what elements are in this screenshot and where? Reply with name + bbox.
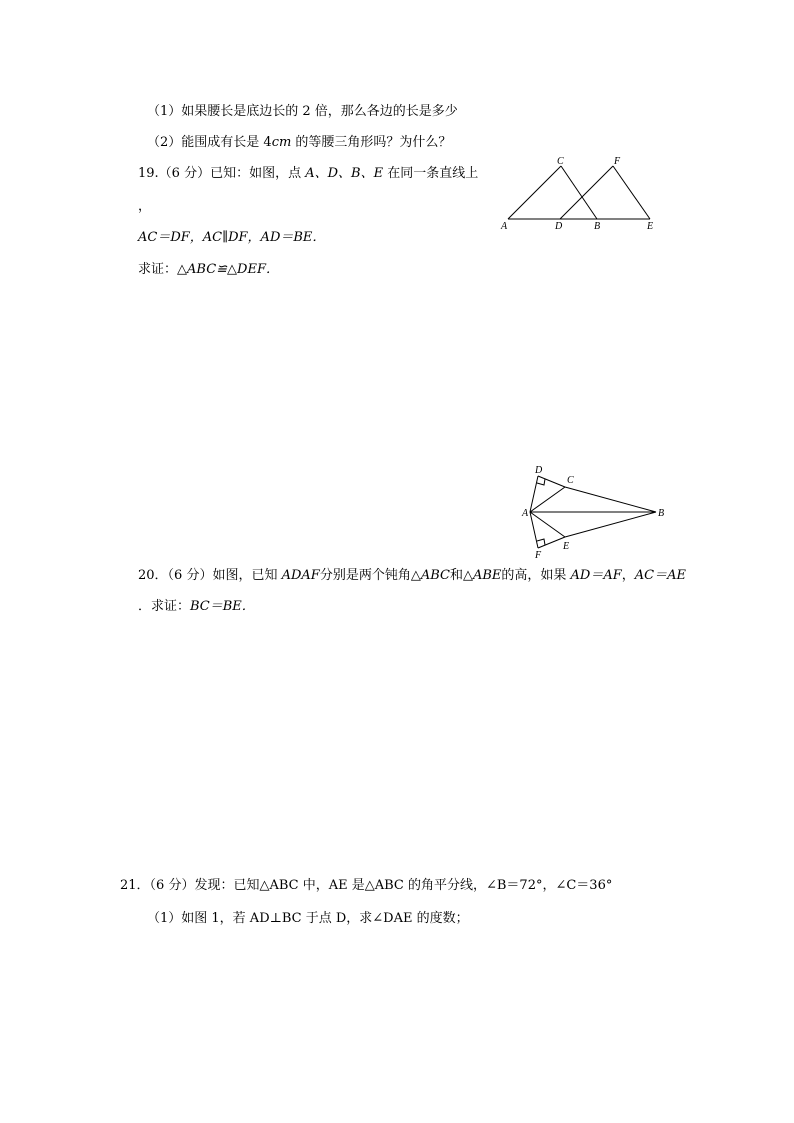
- q20-cond2: AC＝AE: [634, 568, 686, 583]
- q18-part2-pre: （2）能围成有长是 4: [147, 135, 272, 150]
- q20-prove-label: ．求证：: [138, 599, 191, 614]
- q20-tri1: ABC: [420, 568, 450, 583]
- q20-segment-cb: [565, 487, 656, 512]
- q20-label-b: B: [658, 508, 665, 519]
- q19-segment-df: [560, 166, 613, 219]
- q20-label-c: C: [567, 475, 574, 486]
- q19-label-f: F: [614, 156, 621, 167]
- q20-segment-eb: [565, 512, 656, 537]
- q19-header-tail: 在同一条直线上: [383, 166, 479, 181]
- q19-condition: AC＝DF，AC∥DF，AD＝BE．: [138, 230, 326, 245]
- q20-segment-fe: [538, 537, 565, 548]
- q21-part1: （1）如图 1，若 AD⊥BC 于点 D，求∠DAE 的度数；: [147, 911, 469, 926]
- q20-header-and: 和△: [449, 568, 473, 583]
- q21-header: 21．（6 分）发现：已知△ABC 中，AE 是△ABC 的角平分线，∠B＝72°，∠C＝36°: [120, 878, 613, 893]
- q19-figure: [498, 155, 668, 235]
- q19-prove-statement: △ABC≌△DEF．: [177, 262, 279, 277]
- q20-segment-ac: [530, 487, 565, 512]
- q20-right-angle-f: [537, 539, 545, 545]
- q18-part2-unit: cm: [271, 135, 292, 150]
- q19-header-text: 19.（6 分）已知：如图，点: [138, 166, 306, 181]
- q20-cond1: AD＝AF: [570, 568, 622, 583]
- q19-segment-fe: [613, 166, 650, 219]
- q19-prove-label: 求证：: [138, 262, 178, 277]
- q20-figure: [518, 462, 678, 562]
- q19-label-a: A: [501, 221, 508, 232]
- q20-prove-statement: BC＝BE．: [190, 599, 255, 614]
- q19-comma: ，: [138, 199, 152, 214]
- q19-label-e: E: [647, 221, 654, 232]
- q20-cond-sep: ，: [621, 568, 635, 583]
- q19-header-points: A、D、B、E: [305, 166, 384, 181]
- q20-header-post: 的高，如果: [501, 568, 571, 583]
- q20-line2: [138, 598, 255, 616]
- q20-heights: AD: [281, 568, 302, 583]
- q20-segment-dc: [538, 476, 565, 487]
- q20-label-a: A: [522, 508, 529, 519]
- q20-label-d: D: [535, 465, 543, 476]
- q19-segment-cb: [561, 166, 597, 219]
- q18-part2-post: 的等腰三角形吗？为什么？: [291, 135, 452, 150]
- q19-label-b: B: [594, 221, 601, 232]
- q19-label-d: D: [555, 221, 563, 232]
- q20-right-angle-d: [537, 479, 545, 485]
- q20-label-e: E: [563, 541, 570, 552]
- q20-header: [138, 567, 686, 585]
- q18-part2: [147, 134, 451, 152]
- q20-tri2: ABE: [472, 568, 502, 583]
- q19-label-c: C: [557, 156, 564, 167]
- q18-part1: （1）如果腰长是底边长的 2 倍，那么各边的长是多少: [147, 104, 458, 119]
- q20-heights-2: AF: [301, 568, 320, 583]
- q19-prove: [138, 261, 279, 279]
- q20-header-mid: 分别是两个钝角△: [319, 568, 421, 583]
- q20-header-pre: 20．（6 分）如图，已知: [138, 568, 282, 583]
- q19-segment-ac: [508, 166, 561, 219]
- q20-label-f: F: [535, 550, 542, 561]
- q20-segment-ae: [530, 512, 565, 537]
- q19-header: [138, 165, 478, 183]
